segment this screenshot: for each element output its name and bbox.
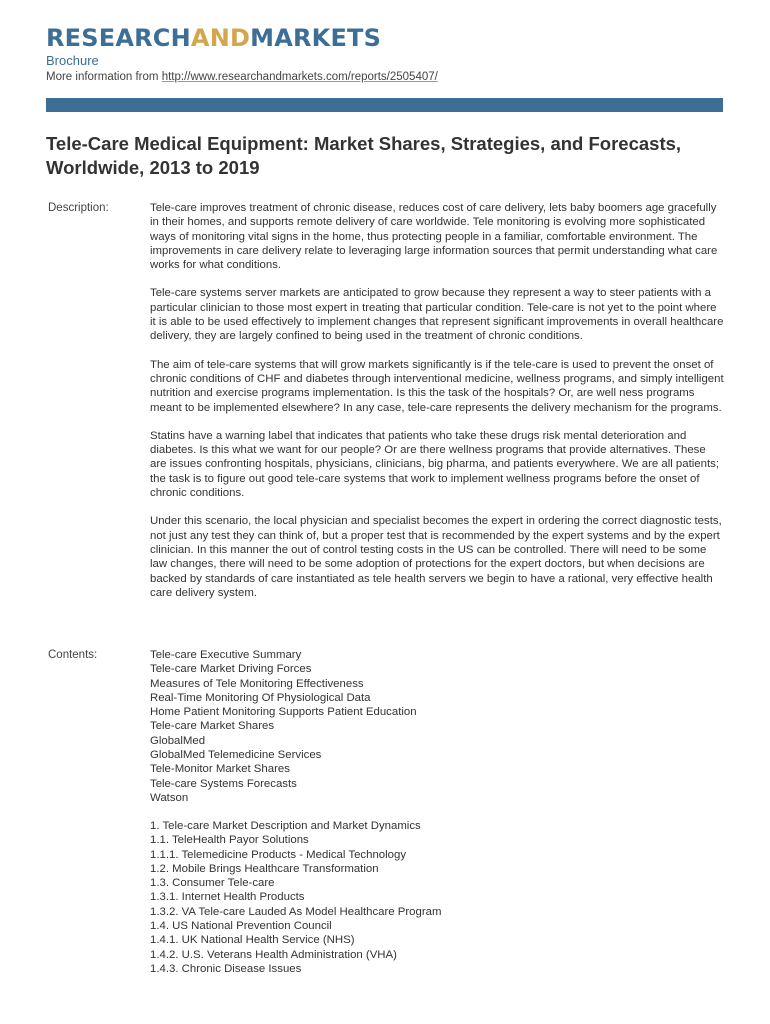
more-info-prefix: More information from <box>46 71 159 83</box>
chapter-item: 1.4.3. Chronic Disease Issues <box>150 962 302 975</box>
researchandmarkets-logo <box>46 24 381 52</box>
description-paragraph: Tele-care systems server markets are anticipated to grow because they represent a way to steer patients with a particular clinician to those most expert in treating that particular condition. Tele-care is not yet to the point where it is able to be used effectively to implement changes that represent significant improvements in overall healthcare delivery, they are largely confined to being used in the treatment of chronic conditions. <box>150 287 724 343</box>
description-paragraph: Under this scenario, the local physician and specialist becomes the expert in ordering the correct diagnostic tests, not just any test they can think of, but a proper test that is recommended by the expert systems and by the expert clinician. In this manner the out of control testing costs in the US can be controlled. There will need to be some law changes, there will need to be some adoption of protections for the expert doctors, but when decisions are backed by standards of care instantiated as tele health servers we begin to have a rational, very effective health care delivery system. <box>150 515 722 599</box>
contents-item: GlobalMed <box>150 734 206 747</box>
chapter-item: 1.3.1. Internet Health Products <box>150 891 305 904</box>
contents-item: Measures of Tele Monitoring Effectiveness <box>150 677 364 690</box>
contents-item: Tele-care Market Driving Forces <box>150 663 312 676</box>
report-url-link[interactable]: http://www.researchandmarkets.com/reports/2505407/ <box>161 71 438 83</box>
contents-item: Real-Time Monitoring Of Physiological Data <box>150 691 371 704</box>
chapter-item: 1.4. US National Prevention Council <box>150 920 332 933</box>
description-paragraph: Tele-care improves treatment of chronic disease, reduces cost of care delivery, lets baby boomers age gracefully in their homes, and supports remote delivery of care worldwide. Tele monitoring is evolving more sophisticated ways of monitoring vital signs in the home, thus protecting people in a familiar, comfortable environment. The improvements in care delivery relate to leveraging large information sources that permit understanding what care works for what conditions. <box>150 202 718 272</box>
contents-chapter-list <box>150 819 441 976</box>
chapter-item: 1.3. Consumer Tele-care <box>150 877 275 890</box>
description-label: Description: <box>48 202 109 214</box>
contents-item: Tele-care Market Shares <box>150 720 275 733</box>
description-paragraph: Statins have a warning label that indicates that patients who take these drugs risk mental deterioration and diabetes. Is this what we want for our people? Or are there wellness programs that provide alternatives. These are issues confronting hospitals, physicians, clinicians, big pharma, and patients everywhere. We are all patients; the task is to figure out good tele-care systems that work to implement wellness programs before the onset of chronic conditions. <box>150 429 719 500</box>
description-body <box>150 201 724 614</box>
contents-item: Tele-care Systems Forecasts <box>150 777 297 790</box>
logo-markets: MARKETS <box>250 24 382 52</box>
contents-summary-list <box>150 648 417 805</box>
chapter-item: 1.1. TeleHealth Payor Solutions <box>150 834 309 847</box>
report-title: Tele-Care Medical Equipment: Market Shares, Strategies, and Forecasts, Worldwide, 2013 to 2019 <box>46 133 682 178</box>
logo-and: AND <box>190 24 251 52</box>
description-paragraph: The aim of tele-care systems that will grow markets significantly is if the tele-care is used to prevent the onset of chronic conditions of CHF and diabetes through interventional medicine, wellness programs, and simply intelligent nutrition and exercise programs implementation. Is this the task of the hospitals? Or, are well ness programs meant to be implemented elsewhere? In any case, tele-care represents the delivery mechanism for the programs. <box>150 358 724 414</box>
more-info-line <box>46 70 438 85</box>
contents-item: Tele-Monitor Market Shares <box>150 763 290 776</box>
contents-item: Watson <box>150 791 189 804</box>
chapter-item: 1.2. Mobile Brings Healthcare Transformation <box>150 862 379 875</box>
logo-research: RESEARCH <box>46 24 191 52</box>
contents-item: GlobalMed Telemedicine Services <box>150 749 322 762</box>
contents-label: Contents: <box>48 649 98 661</box>
header-divider-bar <box>46 98 723 112</box>
brochure-label: Brochure <box>46 53 99 68</box>
chapter-item: 1.4.1. UK National Health Service (NHS) <box>150 934 355 947</box>
chapter-item: 1. Tele-care Market Description and Market Dynamics <box>150 820 421 832</box>
chapter-item: 1.1.1. Telemedicine Products - Medical Technology <box>150 848 407 861</box>
contents-item: Home Patient Monitoring Supports Patient Education <box>150 706 417 719</box>
chapter-item: 1.4.2. U.S. Veterans Health Administration (VHA) <box>150 948 397 961</box>
contents-item: Tele-care Executive Summary <box>150 649 302 661</box>
chapter-item: 1.3.2. VA Tele-care Lauded As Model Healthcare Program <box>150 905 442 918</box>
